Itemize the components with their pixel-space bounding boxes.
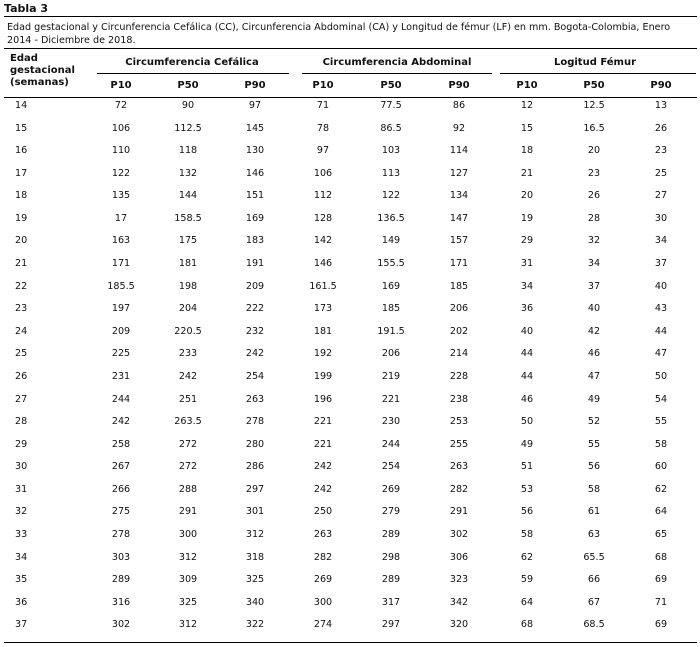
cell-lf-p10: 29 — [520, 235, 534, 247]
cell-ca-p10: 161.5 — [309, 280, 337, 292]
cell-lf-p90: 58 — [654, 438, 668, 450]
table-row — [0, 279, 700, 302]
table-row — [0, 595, 700, 618]
cell-ca-p50: 191.5 — [377, 325, 405, 337]
cell-cc-p90: 318 — [245, 551, 265, 563]
cell-cc-p10: 242 — [111, 416, 131, 428]
cell-ca-p10: 221 — [313, 438, 333, 450]
cell-lf-p10: 44 — [520, 348, 534, 360]
table-row — [0, 98, 700, 121]
table-row — [0, 211, 700, 234]
cell-lf-p10: 20 — [520, 190, 534, 202]
cell-lf-p50: 52 — [587, 416, 601, 428]
cell-lf-p50: 12.5 — [583, 100, 605, 111]
cell-lf-p50: 61 — [587, 506, 601, 518]
cell-cc-p90: 191 — [245, 258, 265, 270]
cell-cc-p50: 251 — [178, 393, 198, 405]
cell-ca-p90: 157 — [449, 235, 469, 247]
table-row — [0, 256, 700, 279]
cell-ca-p90: 214 — [449, 348, 469, 360]
bottom-rule — [4, 642, 697, 643]
cell-ca-p50: 136.5 — [377, 212, 405, 224]
cell-age: 29 — [15, 438, 28, 450]
cell-ca-p90: 282 — [449, 483, 469, 495]
cell-lf-p50: 47 — [587, 370, 601, 382]
cell-cc-p10: 72 — [114, 100, 128, 111]
cell-cc-p10: 231 — [111, 370, 131, 382]
cell-lf-p90: 69 — [654, 619, 668, 631]
cell-cc-p50: 288 — [178, 483, 198, 495]
cell-ca-p50: 317 — [381, 596, 401, 608]
subheader-ca-p50: P50 — [380, 80, 402, 91]
cell-lf-p50: 49 — [587, 393, 601, 405]
cell-cc-p10: 244 — [111, 393, 131, 405]
cell-lf-p10: 21 — [520, 167, 534, 179]
cell-lf-p50: 56 — [587, 461, 601, 473]
cell-lf-p10: 46 — [520, 393, 534, 405]
cell-age: 17 — [15, 167, 28, 179]
table-row — [0, 369, 700, 392]
cell-ca-p50: 230 — [381, 416, 401, 428]
header-gestational-age — [10, 53, 75, 89]
cell-lf-p50: 37 — [587, 280, 601, 292]
cell-cc-p50: 233 — [178, 348, 198, 360]
subheader-cc-p10: P10 — [110, 80, 132, 91]
table-caption: Edad gestacional y Circunferencia Cefálica (CC), Circunferencia Abdominal (CA) y Longitud de fémur (LF) en mm. Bogota-Colombia, Enero 2014 - Diciembre de 2018. — [7, 22, 671, 46]
cell-ca-p50: 298 — [381, 551, 401, 563]
cell-cc-p10: 209 — [111, 325, 131, 337]
cell-cc-p10: 267 — [111, 461, 131, 473]
cell-ca-p10: 300 — [313, 596, 333, 608]
cell-lf-p50: 20 — [587, 145, 601, 157]
table-row — [0, 504, 700, 527]
subheader-lf-p90: P90 — [650, 80, 672, 91]
cell-lf-p10: 40 — [520, 325, 534, 337]
cell-lf-p50: 42 — [587, 325, 601, 337]
cell-ca-p50: 206 — [381, 348, 401, 360]
table-row — [0, 166, 700, 189]
cell-ca-p10: 269 — [313, 574, 333, 586]
cell-age: 23 — [15, 303, 28, 315]
cell-cc-p10: 197 — [111, 303, 131, 315]
cell-lf-p10: 64 — [520, 596, 534, 608]
cell-cc-p50: 325 — [178, 596, 198, 608]
table-body — [0, 98, 700, 640]
cell-cc-p90: 301 — [245, 506, 265, 518]
cell-lf-p90: 62 — [654, 483, 668, 495]
table-row — [0, 527, 700, 550]
cell-ca-p90: 342 — [449, 596, 469, 608]
cell-lf-p90: 47 — [654, 348, 668, 360]
cell-ca-p90: 323 — [449, 574, 469, 586]
cell-cc-p10: 17 — [114, 212, 128, 224]
cell-age: 34 — [15, 551, 28, 563]
subheader-cc-p90: P90 — [244, 80, 266, 91]
cell-age: 14 — [15, 100, 28, 111]
cell-lf-p50: 16.5 — [583, 122, 605, 134]
cell-ca-p50: 103 — [381, 145, 401, 157]
cell-lf-p50: 55 — [587, 438, 601, 450]
table-row — [0, 233, 700, 256]
cell-lf-p10: 49 — [520, 438, 534, 450]
cell-age: 19 — [15, 212, 28, 224]
cell-lf-p50: 66 — [587, 574, 601, 586]
cell-lf-p10: 58 — [520, 528, 534, 540]
cell-ca-p50: 289 — [381, 528, 401, 540]
cell-cc-p90: 169 — [245, 212, 265, 224]
cell-lf-p90: 64 — [654, 506, 668, 518]
cell-lf-p90: 27 — [654, 190, 668, 202]
cell-age: 32 — [15, 506, 28, 518]
header-age-line-1: Edad — [10, 53, 38, 64]
cell-lf-p90: 13 — [654, 100, 668, 111]
cell-lf-p10: 15 — [520, 122, 534, 134]
cell-cc-p10: 258 — [111, 438, 131, 450]
cell-ca-p10: 250 — [313, 506, 333, 518]
cell-ca-p90: 202 — [449, 325, 469, 337]
cell-ca-p50: 219 — [381, 370, 401, 382]
cell-lf-p50: 23 — [587, 167, 601, 179]
subheader-lf-p50: P50 — [583, 80, 605, 91]
cell-age: 24 — [15, 325, 28, 337]
cell-age: 27 — [15, 393, 28, 405]
cell-ca-p90: 302 — [449, 528, 469, 540]
cell-lf-p50: 26 — [587, 190, 601, 202]
cell-cc-p50: 309 — [178, 574, 198, 586]
cell-lf-p90: 34 — [654, 235, 668, 247]
table-row — [0, 572, 700, 595]
cell-age: 20 — [15, 235, 28, 247]
cell-ca-p90: 171 — [449, 258, 469, 270]
cell-age: 30 — [15, 461, 28, 473]
cell-cc-p50: 291 — [178, 506, 198, 518]
cell-lf-p90: 23 — [654, 145, 668, 157]
cell-lf-p10: 50 — [520, 416, 534, 428]
cell-ca-p10: 78 — [316, 122, 330, 134]
cell-ca-p90: 114 — [449, 145, 469, 157]
cell-lf-p50: 40 — [587, 303, 601, 315]
cell-cc-p10: 289 — [111, 574, 131, 586]
table-row — [0, 121, 700, 144]
cell-ca-p10: 196 — [313, 393, 333, 405]
cell-cc-p50: 158.5 — [174, 212, 202, 224]
cell-ca-p90: 228 — [449, 370, 469, 382]
cell-age: 16 — [15, 145, 28, 157]
table-label: Tabla 3 — [4, 2, 49, 15]
cell-age: 26 — [15, 370, 28, 382]
cell-cc-p50: 204 — [178, 303, 198, 315]
cell-lf-p90: 65 — [654, 528, 668, 540]
cell-cc-p50: 272 — [178, 461, 198, 473]
group-rule-cefalica — [97, 73, 289, 74]
group-header-cefalica: Circumferencia Cefálica — [125, 57, 259, 68]
cell-ca-p10: 106 — [313, 167, 333, 179]
cell-lf-p50: 32 — [587, 235, 601, 247]
table-row — [0, 392, 700, 415]
cell-ca-p10: 146 — [313, 258, 333, 270]
cell-lf-p50: 28 — [587, 212, 601, 224]
cell-ca-p50: 149 — [381, 235, 401, 247]
cell-ca-p90: 320 — [449, 619, 469, 631]
cell-ca-p10: 242 — [313, 483, 333, 495]
cell-cc-p90: 254 — [245, 370, 265, 382]
cell-lf-p90: 44 — [654, 325, 668, 337]
cell-ca-p10: 221 — [313, 416, 333, 428]
cell-lf-p10: 31 — [520, 258, 534, 270]
cell-lf-p10: 34 — [520, 280, 534, 292]
cell-age: 28 — [15, 416, 28, 428]
cell-ca-p50: 244 — [381, 438, 401, 450]
cell-ca-p50: 155.5 — [377, 258, 405, 270]
cell-age: 35 — [15, 574, 28, 586]
cell-lf-p10: 68 — [520, 619, 534, 631]
cell-ca-p50: 86.5 — [380, 122, 402, 134]
cell-lf-p50: 58 — [587, 483, 601, 495]
cell-lf-p90: 54 — [654, 393, 668, 405]
cell-ca-p90: 185 — [449, 280, 469, 292]
cell-age: 37 — [15, 619, 28, 631]
cell-cc-p90: 130 — [245, 145, 265, 157]
cell-ca-p10: 192 — [313, 348, 333, 360]
cell-cc-p10: 225 — [111, 348, 131, 360]
cell-ca-p10: 282 — [313, 551, 333, 563]
cell-ca-p90: 127 — [449, 167, 469, 179]
cell-ca-p90: 263 — [449, 461, 469, 473]
cell-cc-p90: 280 — [245, 438, 265, 450]
cell-cc-p50: 300 — [178, 528, 198, 540]
subheader-ca-p10: P10 — [312, 80, 334, 91]
cell-cc-p90: 340 — [245, 596, 265, 608]
group-header-femur: Logitud Fémur — [553, 57, 637, 68]
cell-cc-p10: 110 — [111, 145, 131, 157]
cell-lf-p90: 30 — [654, 212, 668, 224]
table-row — [0, 482, 700, 505]
cell-age: 36 — [15, 596, 28, 608]
group-header-abdominal: Circumferencia Abdominal — [322, 57, 472, 68]
cell-ca-p50: 169 — [381, 280, 401, 292]
cell-ca-p90: 86 — [452, 100, 466, 111]
table-row — [0, 346, 700, 369]
cell-cc-p10: 135 — [111, 190, 131, 202]
cell-cc-p90: 325 — [245, 574, 265, 586]
cell-cc-p10: 171 — [111, 258, 131, 270]
cell-age: 25 — [15, 348, 28, 360]
cell-cc-p90: 278 — [245, 416, 265, 428]
table-row — [0, 437, 700, 460]
cell-lf-p10: 36 — [520, 303, 534, 315]
cell-lf-p90: 37 — [654, 258, 668, 270]
cell-lf-p10: 18 — [520, 145, 534, 157]
cell-ca-p50: 185 — [381, 303, 401, 315]
table-row — [0, 143, 700, 166]
cell-lf-p10: 12 — [520, 100, 534, 111]
cell-ca-p90: 134 — [449, 190, 469, 202]
cell-lf-p50: 65.5 — [583, 551, 605, 563]
group-rule-abdominal — [302, 73, 492, 74]
cell-cc-p50: 312 — [178, 551, 198, 563]
cell-cc-p90: 312 — [245, 528, 265, 540]
cell-ca-p10: 97 — [316, 145, 330, 157]
cell-ca-p10: 242 — [313, 461, 333, 473]
cell-ca-p50: 113 — [381, 167, 401, 179]
table-row — [0, 459, 700, 482]
cell-cc-p90: 97 — [248, 100, 262, 111]
cell-cc-p50: 132 — [178, 167, 198, 179]
cell-age: 21 — [15, 258, 28, 270]
cell-ca-p10: 128 — [313, 212, 333, 224]
table-row — [0, 188, 700, 211]
cell-ca-p50: 254 — [381, 461, 401, 473]
cell-cc-p10: 275 — [111, 506, 131, 518]
cell-lf-p10: 53 — [520, 483, 534, 495]
cell-lf-p90: 60 — [654, 461, 668, 473]
cell-cc-p50: 112.5 — [174, 122, 202, 134]
cell-ca-p10: 173 — [313, 303, 333, 315]
subheader-cc-p50: P50 — [177, 80, 199, 91]
table-row — [0, 617, 700, 640]
cell-ca-p50: 289 — [381, 574, 401, 586]
cell-cc-p90: 242 — [245, 348, 265, 360]
cell-ca-p10: 181 — [313, 325, 333, 337]
cell-cc-p10: 302 — [111, 619, 131, 631]
cell-ca-p90: 238 — [449, 393, 469, 405]
cell-cc-p10: 266 — [111, 483, 131, 495]
cell-ca-p90: 206 — [449, 303, 469, 315]
cell-lf-p50: 63 — [587, 528, 601, 540]
cell-cc-p50: 312 — [178, 619, 198, 631]
cell-cc-p50: 263.5 — [174, 416, 202, 428]
top-rule — [4, 16, 697, 17]
cell-cc-p90: 151 — [245, 190, 265, 202]
cell-ca-p50: 122 — [381, 190, 401, 202]
cell-lf-p90: 26 — [654, 122, 668, 134]
cell-lf-p90: 69 — [654, 574, 668, 586]
cell-cc-p50: 175 — [178, 235, 198, 247]
cell-cc-p90: 183 — [245, 235, 265, 247]
cell-cc-p90: 286 — [245, 461, 265, 473]
cell-ca-p10: 112 — [313, 190, 333, 202]
cell-ca-p90: 306 — [449, 551, 469, 563]
table-row — [0, 301, 700, 324]
cell-cc-p50: 220.5 — [174, 325, 202, 337]
cell-ca-p90: 255 — [449, 438, 469, 450]
cell-age: 18 — [15, 190, 28, 202]
cell-lf-p50: 46 — [587, 348, 601, 360]
cell-cc-p90: 222 — [245, 303, 265, 315]
cell-ca-p50: 221 — [381, 393, 401, 405]
cell-ca-p10: 199 — [313, 370, 333, 382]
cell-ca-p50: 269 — [381, 483, 401, 495]
cell-ca-p10: 142 — [313, 235, 333, 247]
cell-ca-p90: 92 — [452, 122, 466, 134]
cell-ca-p50: 77.5 — [380, 100, 402, 111]
cell-cc-p90: 146 — [245, 167, 265, 179]
cell-cc-p90: 209 — [245, 280, 265, 292]
cell-cc-p10: 122 — [111, 167, 131, 179]
cell-lf-p10: 19 — [520, 212, 534, 224]
cell-lf-p90: 40 — [654, 280, 668, 292]
cell-cc-p90: 232 — [245, 325, 265, 337]
subheader-lf-p10: P10 — [516, 80, 538, 91]
table-row — [0, 550, 700, 573]
cell-cc-p10: 163 — [111, 235, 131, 247]
cell-cc-p10: 106 — [111, 122, 131, 134]
cell-ca-p10: 274 — [313, 619, 333, 631]
cell-lf-p90: 50 — [654, 370, 668, 382]
cell-cc-p50: 118 — [178, 145, 198, 157]
cell-lf-p90: 71 — [654, 596, 668, 608]
cell-cc-p90: 145 — [245, 122, 265, 134]
header-age-line-2: gestacional — [10, 65, 75, 76]
cell-age: 15 — [15, 122, 28, 134]
cell-cc-p10: 316 — [111, 596, 131, 608]
cell-cc-p10: 278 — [111, 528, 131, 540]
cell-ca-p90: 147 — [449, 212, 469, 224]
cell-lf-p10: 59 — [520, 574, 534, 586]
subheader-ca-p90: P90 — [448, 80, 470, 91]
cell-age: 31 — [15, 483, 28, 495]
cell-lf-p90: 43 — [654, 303, 668, 315]
cell-lf-p10: 44 — [520, 370, 534, 382]
cell-lf-p90: 55 — [654, 416, 668, 428]
cell-ca-p10: 71 — [316, 100, 330, 111]
header-age-line-3: (semanas) — [10, 77, 69, 88]
cell-ca-p50: 297 — [381, 619, 401, 631]
cell-ca-p10: 263 — [313, 528, 333, 540]
cell-lf-p10: 62 — [520, 551, 534, 563]
group-rule-femur — [500, 73, 696, 74]
cell-ca-p90: 291 — [449, 506, 469, 518]
cell-cc-p90: 263 — [245, 393, 265, 405]
table-row — [0, 414, 700, 437]
cell-cc-p10: 303 — [111, 551, 131, 563]
cell-lf-p90: 68 — [654, 551, 668, 563]
cell-ca-p50: 279 — [381, 506, 401, 518]
cell-age: 33 — [15, 528, 28, 540]
cell-cc-p50: 242 — [178, 370, 198, 382]
cell-lf-p50: 68.5 — [583, 619, 605, 631]
cell-cc-p90: 297 — [245, 483, 265, 495]
cell-lf-p90: 25 — [654, 167, 668, 179]
cell-age: 22 — [15, 280, 28, 292]
cell-cc-p50: 144 — [178, 190, 198, 202]
cell-cc-p50: 181 — [178, 258, 198, 270]
cell-lf-p10: 51 — [520, 461, 534, 473]
cell-lf-p10: 56 — [520, 506, 534, 518]
cell-cc-p50: 90 — [181, 100, 195, 111]
cell-lf-p50: 34 — [587, 258, 601, 270]
cell-cc-p90: 322 — [245, 619, 265, 631]
cell-ca-p90: 253 — [449, 416, 469, 428]
caption-rule — [4, 48, 697, 49]
cell-cc-p50: 272 — [178, 438, 198, 450]
table-row — [0, 324, 700, 347]
cell-lf-p50: 67 — [587, 596, 601, 608]
cell-cc-p50: 198 — [178, 280, 198, 292]
cell-cc-p10: 185.5 — [107, 280, 135, 292]
